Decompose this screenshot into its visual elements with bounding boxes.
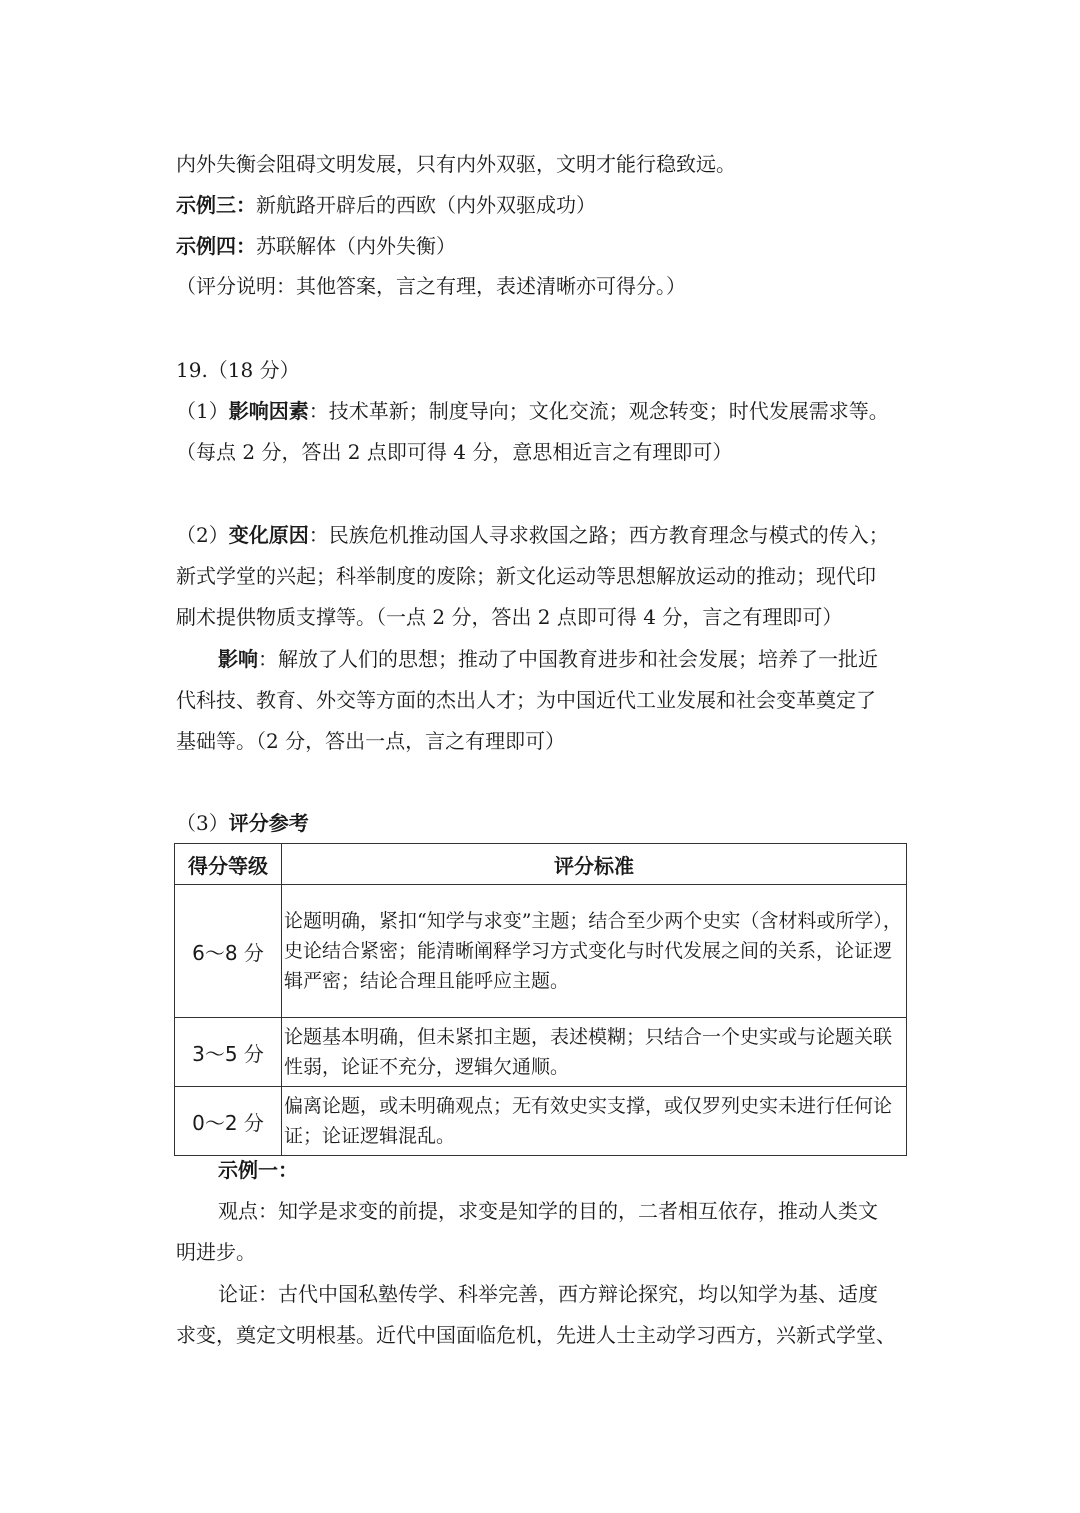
table-row <box>175 885 907 1018</box>
table-header-row <box>175 844 907 885</box>
table-row <box>175 1018 907 1087</box>
impact-label: 影响 <box>218 647 258 671</box>
standard-cell: 偏离论题，或未明确观点；无有效史实支撑，或仅罗列史实未进行任何论证；论证逻辑混乱。 <box>282 1087 907 1156</box>
part-2-line-2: 新式学堂的兴起；科举制度的废除；新文化运动等思想解放运动的推动；现代印 <box>176 564 876 588</box>
part-2-text: ：民族危机推动国人寻求救国之路；西方教育理念与模式的传入； <box>308 523 889 547</box>
header-level: 得分等级 <box>175 844 282 885</box>
example-three <box>176 193 906 217</box>
part-1-prefix: （1） <box>176 399 229 423</box>
impact-text: ：解放了人们的思想；推动了中国教育进步和社会发展；培养了一批近 <box>258 647 878 671</box>
part-2-label: 变化原因 <box>228 523 309 547</box>
viewpoint-line-2: 明进步。 <box>176 1240 256 1264</box>
part-1-note: （每点 2 分，答出 2 点即可得 4 分，意思相近言之有理即可） <box>176 440 733 464</box>
part-3-label: 评分参考 <box>228 811 309 835</box>
standard-cell: 论题基本明确，但未紧扣主题，表述模糊；只结合一个史实或与论题关联性弱，论证不充分，逻辑欠通顺。 <box>282 1018 907 1087</box>
part-2-prefix: （2） <box>176 523 229 547</box>
part-1-label: 影响因素 <box>228 399 309 423</box>
level-cell: 6～8 分 <box>175 885 282 1018</box>
standard-cell: 论题明确，紧扣“知学与求变”主题；结合至少两个史实（含材料或所学），史论结合紧密；能清晰阐释学习方式变化与时代发展之间的关系，论证逻辑严密；结论合理且能呼应主题。 <box>282 885 907 1018</box>
part-2 <box>176 523 906 547</box>
argument-line-2: 求变，奠定文明根基。近代中国面临危机，先进人士主动学习西方，兴新式学堂、 <box>176 1323 896 1347</box>
grading-table <box>174 843 907 1156</box>
scoring-note: （评分说明：其他答案，言之有理，表述清晰亦可得分。） <box>176 274 686 298</box>
part-3 <box>176 811 906 835</box>
example-one-label: 示例一： <box>218 1158 298 1182</box>
part-3-prefix: （3） <box>176 811 229 835</box>
part-2-line-3: 刷术提供物质支撑等。（一点 2 分，答出 2 点即可得 4 分，言之有理即可） <box>176 605 843 629</box>
part-1-text: ：技术革新；制度导向；文化交流；观念转变；时代发展需求等。 <box>308 399 889 423</box>
example-four-text: 苏联解体（内外失衡） <box>256 234 456 258</box>
viewpoint-line-1: 观点：知学是求变的前提，求变是知学的目的，二者相互依存，推动人类文 <box>218 1199 878 1223</box>
impact-line-2: 代科技、教育、外交等方面的杰出人才；为中国近代工业发展和社会变革奠定了 <box>176 688 876 712</box>
impact <box>218 647 948 671</box>
level-cell: 3～5 分 <box>175 1018 282 1087</box>
part-1 <box>176 399 906 423</box>
paragraph-line: 内外失衡会阻碍文明发展，只有内外双驱，文明才能行稳致远。 <box>176 152 736 176</box>
header-standard: 评分标准 <box>282 844 907 885</box>
argument-line-1: 论证：古代中国私塾传学、科举完善，西方辩论探究，均以知学为基、适度 <box>218 1282 878 1306</box>
table-row <box>175 1087 907 1156</box>
example-four <box>176 234 906 258</box>
example-three-text: 新航路开辟后的西欧（内外双驱成功） <box>256 193 596 217</box>
question-19-heading: 19.（18 分） <box>176 358 300 382</box>
example-four-label: 示例四： <box>176 234 256 258</box>
level-cell: 0～2 分 <box>175 1087 282 1156</box>
example-three-label: 示例三： <box>176 193 256 217</box>
impact-line-3: 基础等。（2 分，答出一点，言之有理即可） <box>176 729 566 753</box>
